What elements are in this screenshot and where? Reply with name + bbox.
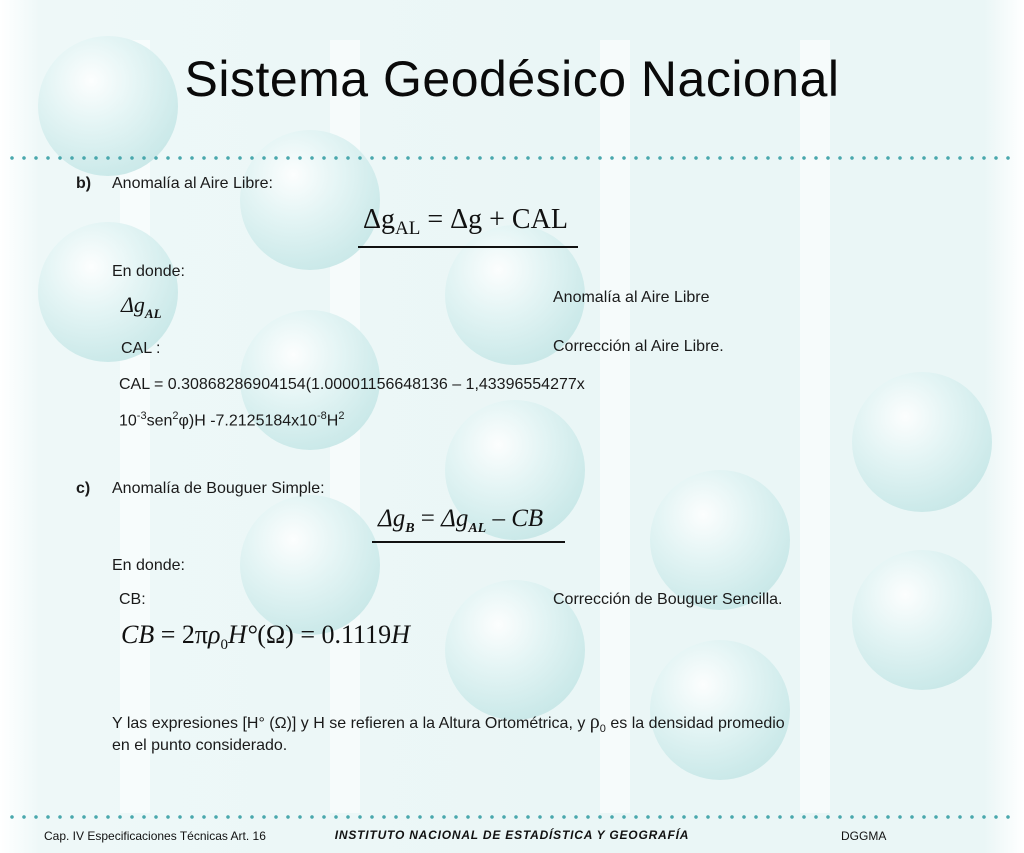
formula-text: sen — [146, 412, 173, 430]
section-c-heading: Anomalía de Bouguer Simple: — [112, 480, 325, 497]
formula-text: = 0.1119 — [293, 620, 392, 649]
equation-anomalia-aire-libre — [363, 204, 568, 239]
formula-subscript: 0 — [220, 637, 229, 653]
rho-symbol: ρ — [208, 620, 221, 649]
formula-var: CB — [121, 620, 155, 649]
eq-subscript: AL — [395, 218, 421, 239]
eq-var: g — [455, 505, 469, 532]
decor-bubble — [650, 640, 790, 780]
note-text: Y las expresiones [H° (Ω)] y H se refieren a la Altura Ortométrica, y — [112, 715, 590, 732]
symbol-description-al: Anomalía al Aire Libre — [553, 289, 710, 306]
decor-bubble — [240, 495, 380, 635]
eq-subscript: B — [405, 521, 415, 536]
formula-var: H° — [228, 620, 258, 649]
slide-title: Sistema Geodésico Nacional — [184, 51, 840, 107]
top-dotted-divider — [6, 156, 1018, 160]
formula-text: 10 — [119, 412, 137, 430]
section-b-marker: b) — [76, 175, 92, 192]
rho-symbol: ρ — [589, 711, 600, 733]
eq-subscript: AL — [468, 521, 487, 536]
delta-symbol: Δ — [378, 505, 393, 532]
eq-subscript: AL — [144, 306, 162, 321]
formula-superscript: -8 — [316, 410, 327, 422]
section-b-heading: Anomalía al Aire Libre: — [112, 175, 273, 192]
formula-text: H — [326, 412, 339, 430]
note-line-1 — [112, 711, 785, 735]
delta-symbol: Δ — [441, 505, 456, 532]
equation-anomalia-bouguer — [378, 505, 544, 536]
formula-text: = 2π — [154, 620, 209, 649]
decor-bubble — [240, 130, 380, 270]
eq-var: g — [133, 292, 145, 317]
note-line-2: en el punto considerado. — [112, 737, 288, 754]
cal-label: CAL : — [121, 340, 161, 357]
equation-underline — [358, 246, 578, 248]
equation-underline — [372, 541, 565, 543]
footer-department: DGGMA — [841, 829, 887, 843]
footer-institution-logo: INSTITUTO NACIONAL DE ESTADÍSTICA Y GEOGRAFÍA — [334, 828, 690, 842]
formula-text: (Ω) — [257, 620, 294, 649]
cal-description: Corrección al Aire Libre. — [553, 338, 724, 355]
cal-formula-line-1: CAL = 0.30868286904154(1.00001156648136 – 1,43396554277x — [119, 376, 585, 393]
note-text: es la densidad promedio — [605, 715, 785, 732]
formula-superscript: 2 — [338, 410, 345, 422]
formula-superscript: 2 — [172, 410, 179, 422]
decor-bubble — [852, 550, 992, 690]
formula-superscript: -3 — [136, 410, 147, 422]
decor-bubble — [650, 470, 790, 610]
cb-formula — [121, 620, 410, 653]
cb-label: CB: — [119, 591, 146, 608]
eq-rest: = Δg + CAL — [420, 204, 568, 235]
decor-bubble — [852, 372, 992, 512]
eq-rest: – CB — [486, 505, 544, 532]
section-c-marker: c) — [76, 480, 91, 497]
eq-var: g — [392, 505, 406, 532]
bottom-dotted-divider — [6, 815, 1018, 819]
formula-text: φ)H -7.2125184x10 — [178, 412, 317, 430]
symbol-delta-g-al — [121, 292, 162, 321]
eq-var: g — [381, 204, 396, 235]
en-donde-label-b: En donde: — [112, 263, 185, 280]
note-subscript: 0 — [599, 723, 606, 736]
delta-symbol: Δ — [121, 292, 134, 317]
eq-equals: = — [414, 505, 442, 532]
delta-symbol: Δ — [363, 204, 382, 235]
formula-var: H — [391, 620, 410, 649]
cal-formula-line-2 — [119, 410, 344, 430]
footer-chapter: Cap. IV Especificaciones Técnicas Art. 16 — [44, 829, 266, 843]
cb-description: Corrección de Bouguer Sencilla. — [553, 591, 783, 608]
en-donde-label-c: En donde: — [112, 557, 185, 574]
